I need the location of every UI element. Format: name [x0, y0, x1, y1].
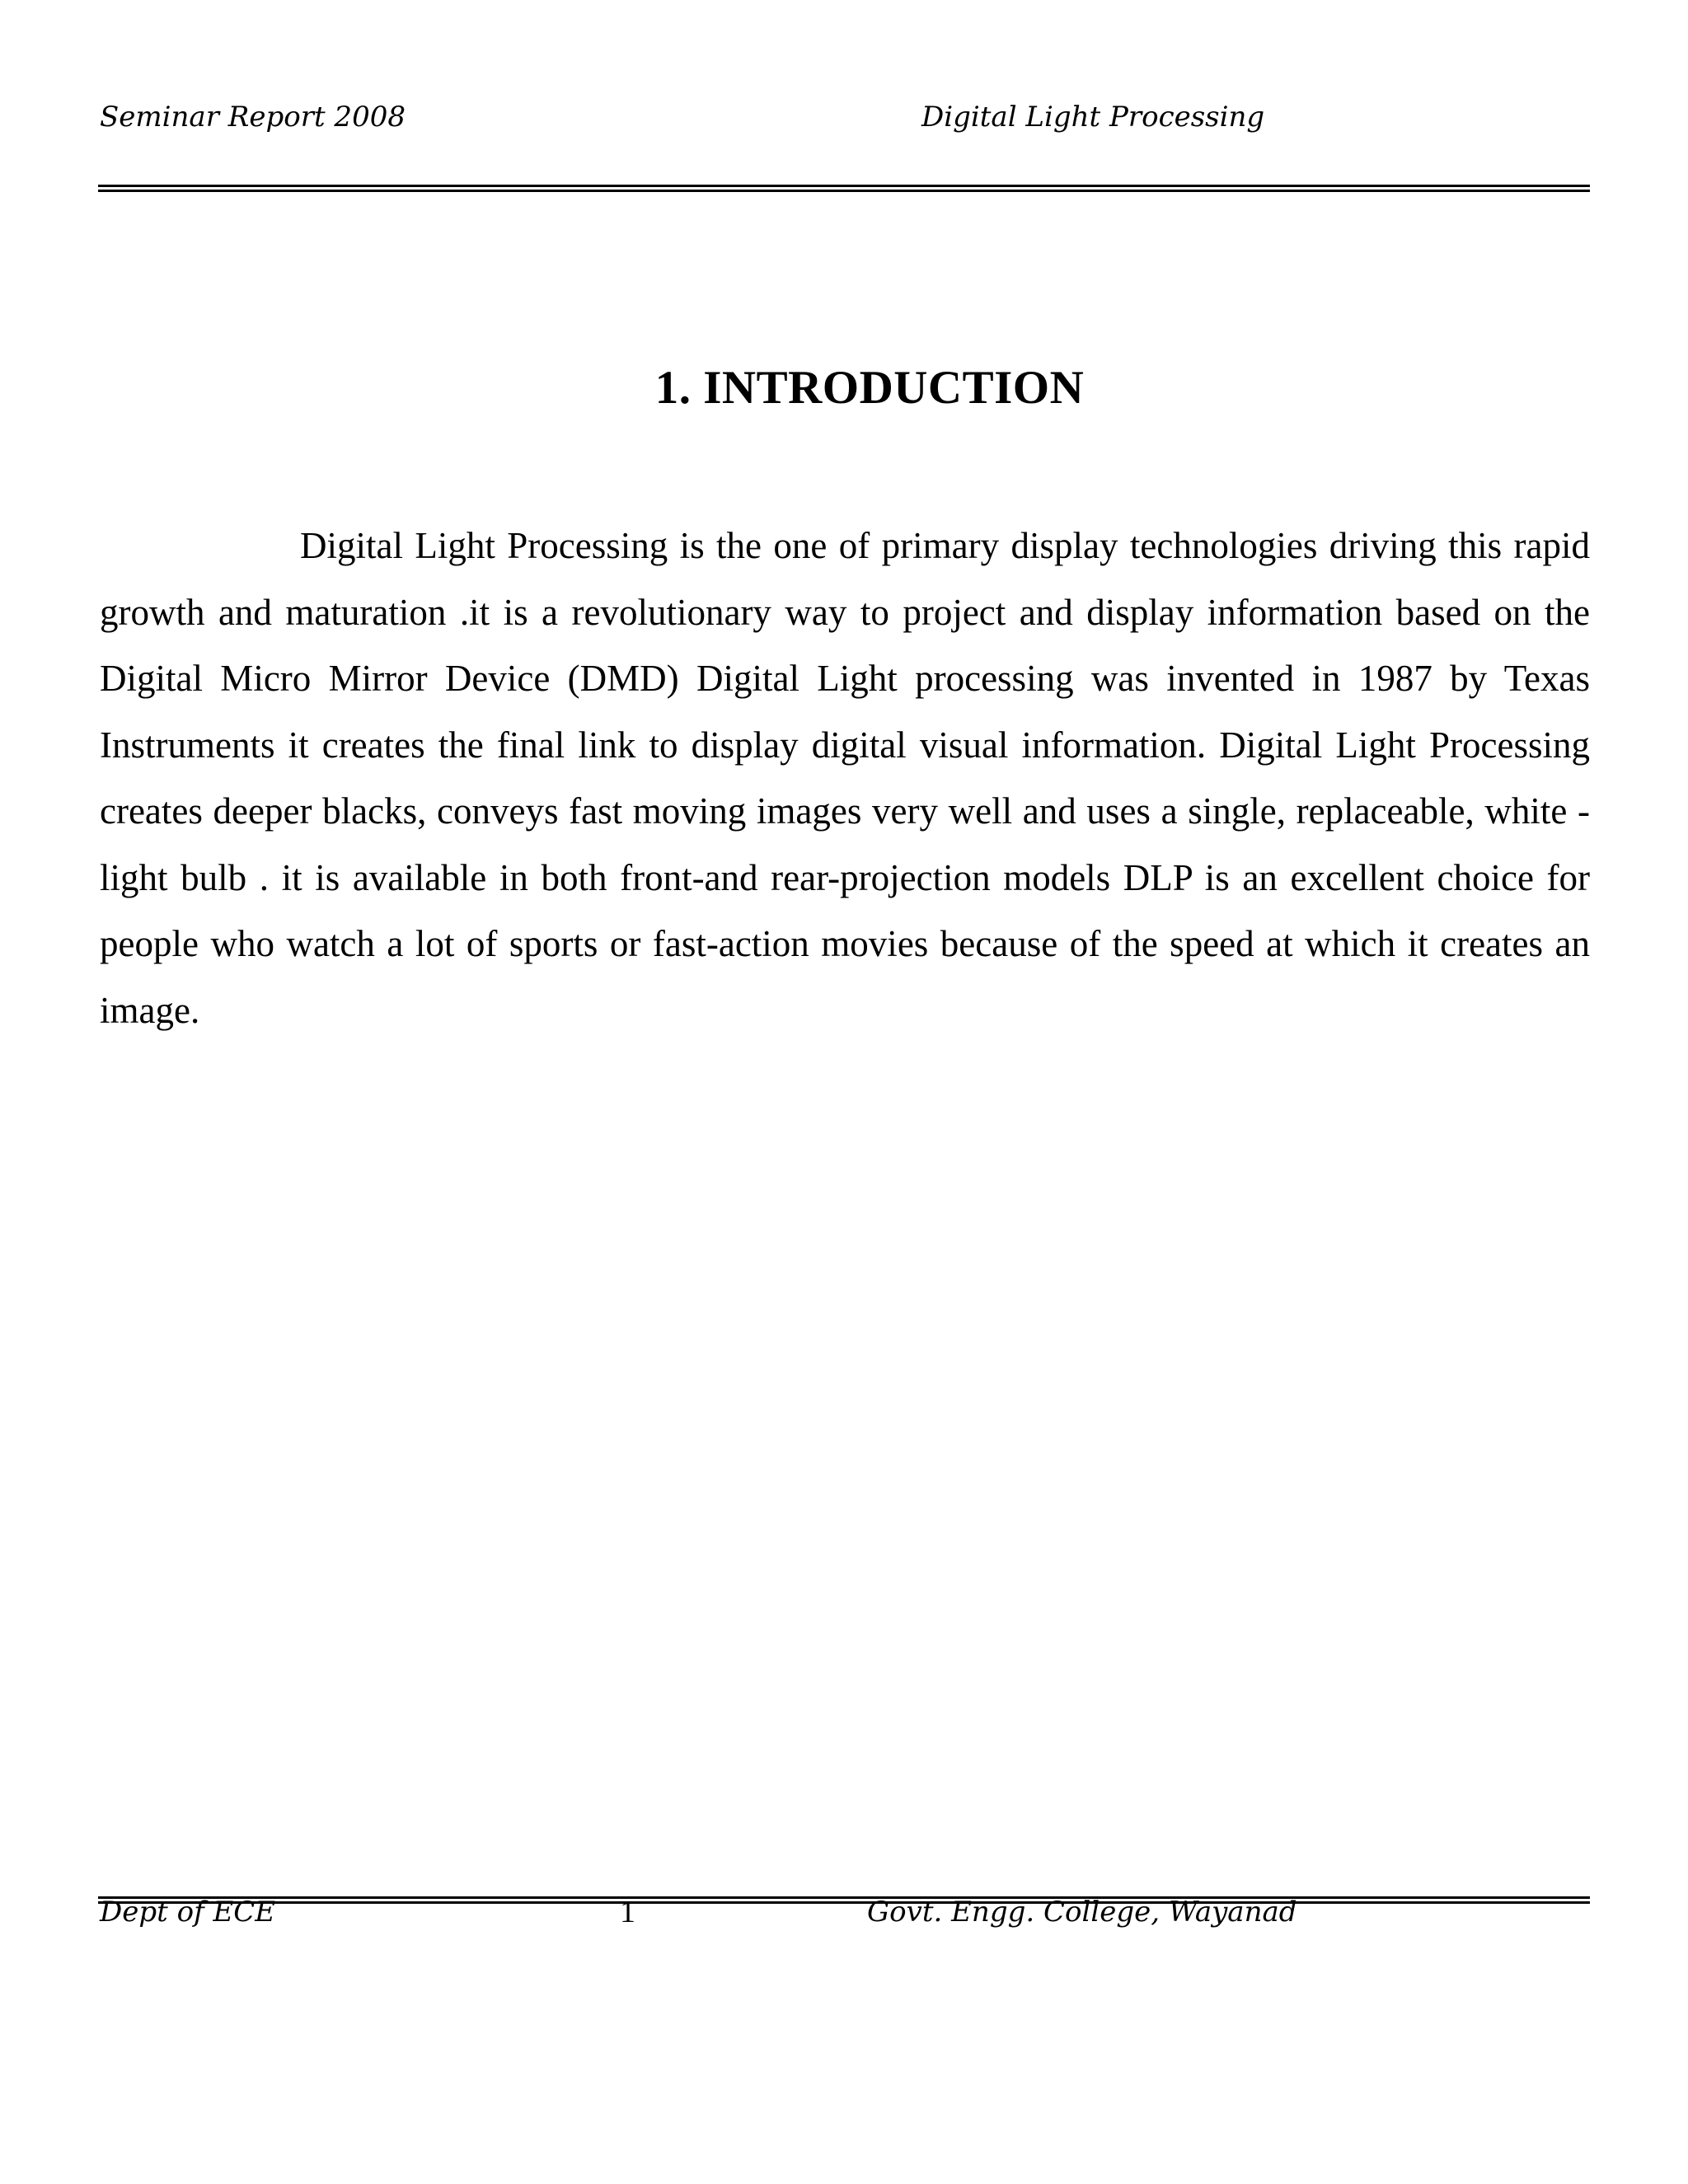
running-header-topic: Digital Light Processing	[921, 101, 1265, 134]
footer-divider	[98, 1896, 1590, 1904]
running-header-report-title: Seminar Report 2008	[100, 101, 406, 134]
page-number: 1	[620, 1895, 635, 1929]
section-title: 1. INTRODUCTION	[654, 362, 1085, 415]
header-divider	[98, 185, 1590, 192]
footer-department: Dept of ECE	[100, 1896, 276, 1929]
introduction-paragraph: Digital Light Processing is the one of primary display technologies driving this rapid growth and maturation .it is a revolutionary way to project and display information based on the Digital Micro Mirror Device (DMD) Digital Light processing was invented in 1987 by Texas Instruments it creates the final link to display digital visual information. Digital Light Processing creates deeper blacks, conveys fast moving images very well and uses a single, replaceable, white -light bulb . it is available in both front-and rear-projection models DLP is an excellent choice for people who watch a lot of sports or fast-action movies because of the speed at which it creates an image.	[100, 525, 1590, 1031]
footer-college: Govt. Engg. College, Wayanad	[867, 1896, 1297, 1929]
